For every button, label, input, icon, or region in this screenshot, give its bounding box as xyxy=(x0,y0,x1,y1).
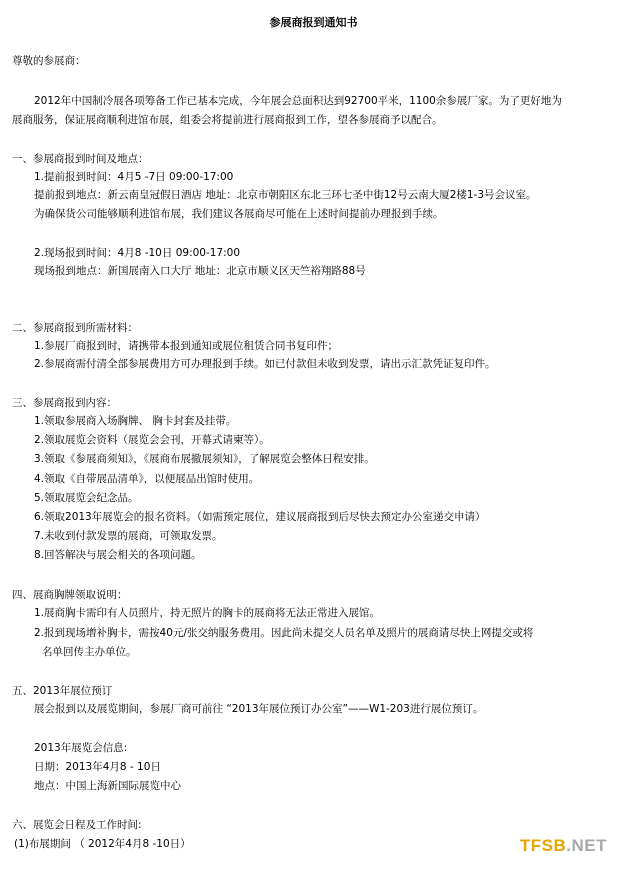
section3-heading: 三、参展商报到内容： xyxy=(12,397,117,409)
content-item-4: 4.领取《自带展品清单》，以便展品出馆时使用。 xyxy=(34,473,260,485)
expo-info-heading: 2013年展览会信息: xyxy=(34,742,128,754)
early-checkin-time: 1.提前报到时间：4月5 -7日 09:00-17:00 xyxy=(34,171,234,183)
content-item-3: 3.领取《参展商须知》，《展商布展撤展须知》，了解展览会整体日程安排。 xyxy=(34,453,375,465)
intro-line-2: 展商服务，保证展商顺利进馆布展，组委会将提前进行展商报到工作，望各参展商予以配合。 xyxy=(12,114,443,126)
expo-venue: 地点：中国上海新国际展览中心 xyxy=(34,780,181,792)
section2-heading: 二、参展商报到所需材料： xyxy=(12,322,138,334)
section4-heading: 四、展商胸牌领取说明： xyxy=(12,589,128,601)
document-title: 参展商报到通知书 xyxy=(269,16,358,29)
section6-heading: 六、展览会日程及工作时间: xyxy=(12,819,142,831)
watermark-part1: TFSB xyxy=(519,836,567,855)
badge-item-2: 2.报到现场增补胸卡，需按40元/张交纳服务费用。因此尚未提交人员名单及照片的展商请尽快上网提交或将 xyxy=(34,627,534,639)
content-item-7: 7.未收到付款发票的展商，可领取发票。 xyxy=(34,530,223,542)
expo-date: 日期：2013年4月8 - 10日 xyxy=(34,761,161,773)
content-item-5: 5.领取展览会纪念品。 xyxy=(34,492,139,504)
content-item-2: 2.领取展览会资料（展览会会刊，开幕式请柬等）。 xyxy=(34,434,270,446)
early-checkin-note: 为确保货公司能够顺利进馆布展，我们建议各展商尽可能在上述时间提前办理报到手续。 xyxy=(34,208,444,220)
content-item-8: 8.回答解决与展会相关的各项问题。 xyxy=(34,549,202,561)
intro-line-1: 2012年中国制冷展各项筹备工作已基本完成，今年展会总面积达到92700平米，1100余参展厂家。为了更好地为 xyxy=(34,95,562,107)
materials-item-2: 2.参展商需付清全部参展费用方可办理报到手续。如已付款但未收到发票，请出示汇款凭证复印件。 xyxy=(34,358,496,370)
badge-item-2-cont: 名单回传主办单位。 xyxy=(42,646,137,658)
setup-period: (1)布展期间 （ 2012年4月8 -10日） xyxy=(14,838,191,850)
materials-item-1: 1.参展厂商报到时，请携带本报到通知或展位租赁合同书复印件； xyxy=(34,340,339,352)
badge-item-1: 1.展商胸卡需印有人员照片，持无照片的胸卡的展商将无法正常进入展馆。 xyxy=(34,607,381,619)
watermark-logo xyxy=(520,836,607,856)
section1-heading: 一、参展商报到时间及地点： xyxy=(12,153,149,165)
early-checkin-place: 提前报到地点：新云南皇冠假日酒店 地址：北京市朝阳区东北三环七圣中街12号云南大厦2楼1-3号会议室。 xyxy=(34,189,537,201)
content-item-1: 1.领取参展商入场胸牌、 胸卡封套及挂带。 xyxy=(34,415,237,427)
onsite-checkin-place: 现场报到地点：新国展南入口大厅 地址：北京市顺义区天竺裕翔路88号 xyxy=(34,265,366,277)
salutation: 尊敬的参展商： xyxy=(12,55,86,67)
booking-text: 展会报到以及展览期间，参展厂商可前往 “2013年展位预订办公室”——W1-203进行展位预订。 xyxy=(34,703,484,715)
onsite-checkin-time: 2.现场报到时间：4月8 -10日 09:00-17:00 xyxy=(34,247,241,259)
watermark-part2: .NET xyxy=(566,836,607,855)
content-item-6: 6.领取2013年展览会的报名资料。（如需预定展位，建议展商报到后尽快去预定办公室递交申请） xyxy=(34,511,486,523)
section5-heading: 五、2013年展位预订 xyxy=(12,685,113,697)
